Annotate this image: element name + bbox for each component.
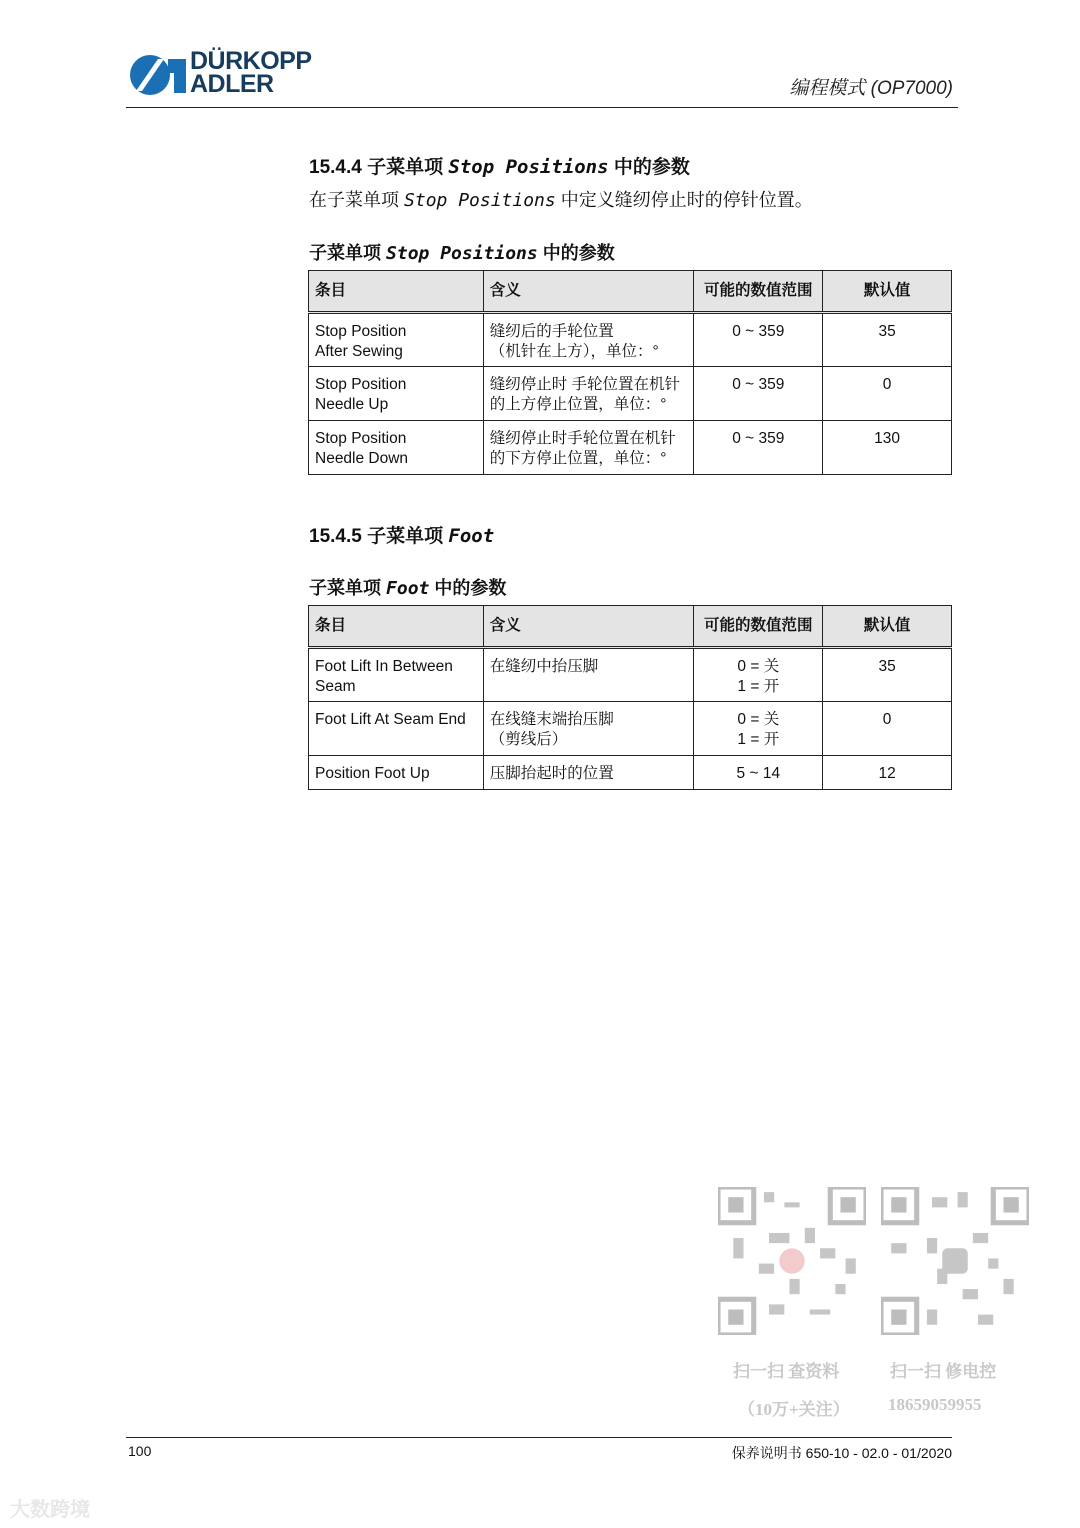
- cell-item-text: Needle Up: [315, 396, 389, 413]
- col-header-default: 默认值: [823, 606, 952, 648]
- cell-range-text: 0 = 关: [737, 711, 780, 728]
- intro-post: 中定义缝纫停止时的停针位置。: [560, 190, 813, 210]
- cell-range-text: 1 = 开: [737, 678, 780, 695]
- table-title-code: Foot: [386, 578, 430, 599]
- qr-subcaption-2: 18659059955: [888, 1395, 982, 1414]
- cell-meaning: [483, 702, 694, 756]
- cell-meaning-text: 的下方停止位置，单位：°: [489, 450, 667, 467]
- table-row: [309, 756, 952, 790]
- cell-item: [309, 702, 484, 756]
- col-header-item: 条目: [309, 271, 484, 313]
- brand-wordmark: [190, 47, 312, 98]
- section-intro: [309, 186, 813, 212]
- cell-meaning: [483, 756, 694, 790]
- cell-meaning-text: （剪线后）: [489, 731, 568, 748]
- table-title-post: 中的参数: [542, 243, 615, 263]
- section-title-code: Stop Positions: [448, 156, 609, 178]
- cell-item-text: Needle Down: [315, 450, 409, 467]
- cell-item: [309, 421, 484, 475]
- cell-range-text: 5 ~ 14: [736, 765, 781, 782]
- table-title-pre: 子菜单项: [309, 578, 381, 598]
- cell-default-text: 35: [878, 323, 896, 340]
- cell-default-text: 0: [882, 376, 892, 393]
- table-row: [309, 313, 952, 367]
- cell-item-text: Seam: [315, 678, 356, 695]
- cell-meaning-text: 的上方停止位置，单位：°: [489, 396, 667, 413]
- intro-code: Stop Positions: [404, 190, 556, 211]
- cell-range-text: 1 = 开: [737, 731, 780, 748]
- table-row: [309, 421, 952, 475]
- section-number: 15.4.4: [309, 157, 362, 178]
- cell-range: [694, 367, 823, 421]
- cell-meaning-text: 压脚抬起时的位置: [489, 765, 614, 782]
- cell-meaning: [483, 313, 694, 367]
- cell-default-text: 35: [878, 658, 896, 675]
- cell-default-text: 12: [878, 765, 896, 782]
- cell-item-text: Stop Position: [315, 430, 407, 447]
- cell-item: [309, 648, 484, 702]
- qr-caption-1: 扫一扫 查资料: [733, 1362, 840, 1381]
- col-header-item: 条目: [309, 606, 484, 648]
- section-title-pre: 子菜单项: [367, 526, 444, 547]
- section-heading-stop-positions: [309, 152, 690, 179]
- cell-meaning-text: 缝纫后的手轮位置: [489, 323, 614, 340]
- cell-default-text: 0: [882, 711, 892, 728]
- qr-caption-2: 扫一扫 修电控: [890, 1362, 997, 1381]
- document-reference: 保养说明书 650-10 - 02.0 - 01/2020: [731, 1445, 952, 1461]
- cell-default: [823, 421, 952, 475]
- intro-pre: 在子菜单项: [309, 190, 399, 210]
- section-title-post: 中的参数: [613, 157, 690, 178]
- qr-code-icon: [881, 1187, 1029, 1335]
- table-header-row: [309, 271, 952, 313]
- table-title-post: 中的参数: [434, 578, 507, 598]
- cell-range-text: 0 ~ 359: [732, 430, 785, 447]
- foot-table: [308, 605, 952, 790]
- cell-default-text: 130: [874, 430, 901, 447]
- brand-line-2: ADLER: [190, 70, 274, 98]
- footer-rule: [126, 1437, 952, 1438]
- cell-item-text: Stop Position: [315, 323, 407, 340]
- table-title-foot: [309, 574, 506, 600]
- cell-range-text: 0 ~ 359: [732, 323, 785, 340]
- cell-default: [823, 648, 952, 702]
- table-row: [309, 702, 952, 756]
- cell-default: [823, 313, 952, 367]
- col-header-meaning: 含义: [483, 606, 694, 648]
- table-title-pre: 子菜单项: [309, 243, 381, 263]
- qr-code-icon: [718, 1187, 866, 1335]
- running-head: 编程模式 (OP7000): [789, 78, 953, 99]
- col-header-default: 默认值: [823, 271, 952, 313]
- section-title-code: Foot: [448, 525, 495, 547]
- cell-item-text: Foot Lift In Between: [315, 658, 453, 675]
- col-header-meaning: 含义: [483, 271, 694, 313]
- page-number: 100: [128, 1443, 152, 1459]
- cell-range: [694, 702, 823, 756]
- cell-meaning-text: 缝纫停止时 手轮位置在机针: [489, 376, 681, 393]
- table-header-row: [309, 606, 952, 648]
- cell-meaning: [483, 648, 694, 702]
- cell-meaning-text: 缝纫停止时手轮位置在机针: [489, 430, 676, 447]
- table-title-stop-positions: [309, 239, 615, 265]
- table-row: [309, 367, 952, 421]
- cell-item: [309, 313, 484, 367]
- cell-default: [823, 756, 952, 790]
- cell-range: [694, 648, 823, 702]
- cell-range: [694, 421, 823, 475]
- col-header-range: 可能的数值范围: [694, 606, 823, 648]
- cell-meaning-text: 在缝纫中抬压脚: [489, 658, 599, 675]
- table-title-code: Stop Positions: [386, 243, 538, 264]
- cell-item: [309, 367, 484, 421]
- cell-item-text: Stop Position: [315, 376, 407, 393]
- cell-range: [694, 756, 823, 790]
- cell-item-text: Foot Lift At Seam End: [315, 711, 466, 728]
- qr-subcaption-1: （10万+关注）: [738, 1400, 850, 1419]
- cell-range: [694, 313, 823, 367]
- section-heading-foot: [309, 521, 494, 548]
- cell-default: [823, 367, 952, 421]
- cell-item-text: Position Foot Up: [315, 765, 430, 782]
- durkopp-adler-logo-icon: [128, 53, 186, 97]
- stop-positions-table: [308, 270, 952, 475]
- col-header-range: 可能的数值范围: [694, 271, 823, 313]
- section-title-pre: 子菜单项: [367, 157, 444, 178]
- cell-meaning-text: 在线缝末端抬压脚: [489, 711, 614, 728]
- header-rule: [126, 107, 958, 108]
- corner-watermark: 大数跨境: [10, 1499, 90, 1521]
- cell-default: [823, 702, 952, 756]
- cell-meaning: [483, 367, 694, 421]
- cell-item-text: After Sewing: [315, 343, 403, 360]
- cell-item: [309, 756, 484, 790]
- brand-line-1: DÜRKOPP: [190, 47, 312, 75]
- cell-range-text: 0 ~ 359: [732, 376, 785, 393]
- cell-meaning: [483, 421, 694, 475]
- table-row: [309, 648, 952, 702]
- cell-range-text: 0 = 关: [737, 658, 780, 675]
- cell-meaning-text: （机针在上方），单位：°: [489, 343, 659, 360]
- section-number: 15.4.5: [309, 526, 362, 547]
